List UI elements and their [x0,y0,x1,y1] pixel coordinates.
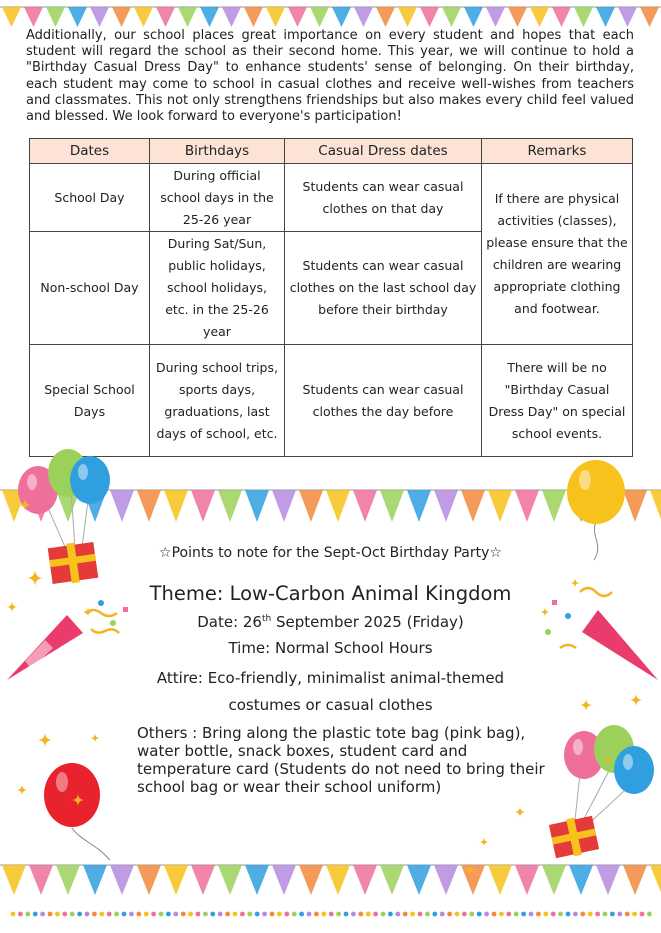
cell-birthdays: During Sat/Sun, public holidays, school holidays, etc. in the 25-26 year [150,232,285,345]
sparkle-star-icon [37,732,53,748]
cell-casual: Students can wear casual clothes on the last school day before their birthday [285,232,482,345]
cell-dates: Special School Days [30,345,150,457]
cell-birthdays: During official school days in the 25-26 year [150,164,285,232]
party-date-suffix: September 2025 (Friday) [271,613,464,631]
cell-birthdays: During school trips, sports days, graduations, last days of school, etc. [150,345,285,457]
party-date-ordinal: th [261,614,272,624]
party-time: Time: Normal School Hours [228,639,433,657]
sparkle-star-icon [18,498,32,512]
cell-casual: Students can wear casual clothes the day before [285,345,482,457]
sparkle-star-icon [71,793,85,807]
party-attire-line1: Attire: Eco-friendly, minimalist animal-themed [156,669,505,687]
sparkle-star-icon [603,755,613,765]
intro-paragraph: Additionally, our school places great importance on every student and hopes that each student will regard the school as their second home. This year, we will continue to hold a "Birthday Casual Dress Day" to enhance students' sense of belonging. On their birthday, each student may come to school in casual clothes and receive well-wishes from teachers and classmates. This not only strengthens friendships but also makes every child feel valued and blessed. We look forward to everyone's participation! [26,28,634,125]
cell-dates: School Day [30,164,150,232]
header-remarks: Remarks [482,139,633,164]
party-theme: Theme: Low-Carbon Animal Kingdom [149,582,512,605]
party-others: Others : Bring along the plastic tote bag (pink bag), water bottle, snack boxes, student card and temperature card (Students do not need to bring their school bag or wear their school uniform) [137,724,545,796]
header-birthdays: Birthdays [150,139,285,164]
sparkle-star-icon [463,863,477,877]
party-date [0,613,661,631]
party-date-prefix: Date: 26 [197,613,262,631]
header-casual-dress-dates: Casual Dress dates [285,139,482,164]
party-heading: ☆Points to note for the Sept-Oct Birthday Party☆ [159,545,502,561]
party-attire [0,665,661,719]
cell-remarks: There will be no "Birthday Casual Dress Day" on special school events. [482,345,633,457]
party-attire-line2: costumes or casual clothes [228,696,433,714]
cell-dates: Non-school Day [30,232,150,345]
sparkle-star-icon [514,806,526,818]
sparkle-star-icon [16,784,28,796]
sparkle-star-icon [479,837,489,847]
cell-casual: Students can wear casual clothes on that day [285,164,482,232]
cell-shared-remark: If there are physical activities (classes), please ensure that the children are wearing appropriate clothing and footwear. [482,164,633,345]
sparkle-star-icon [90,733,100,743]
header-dates: Dates [30,139,150,164]
